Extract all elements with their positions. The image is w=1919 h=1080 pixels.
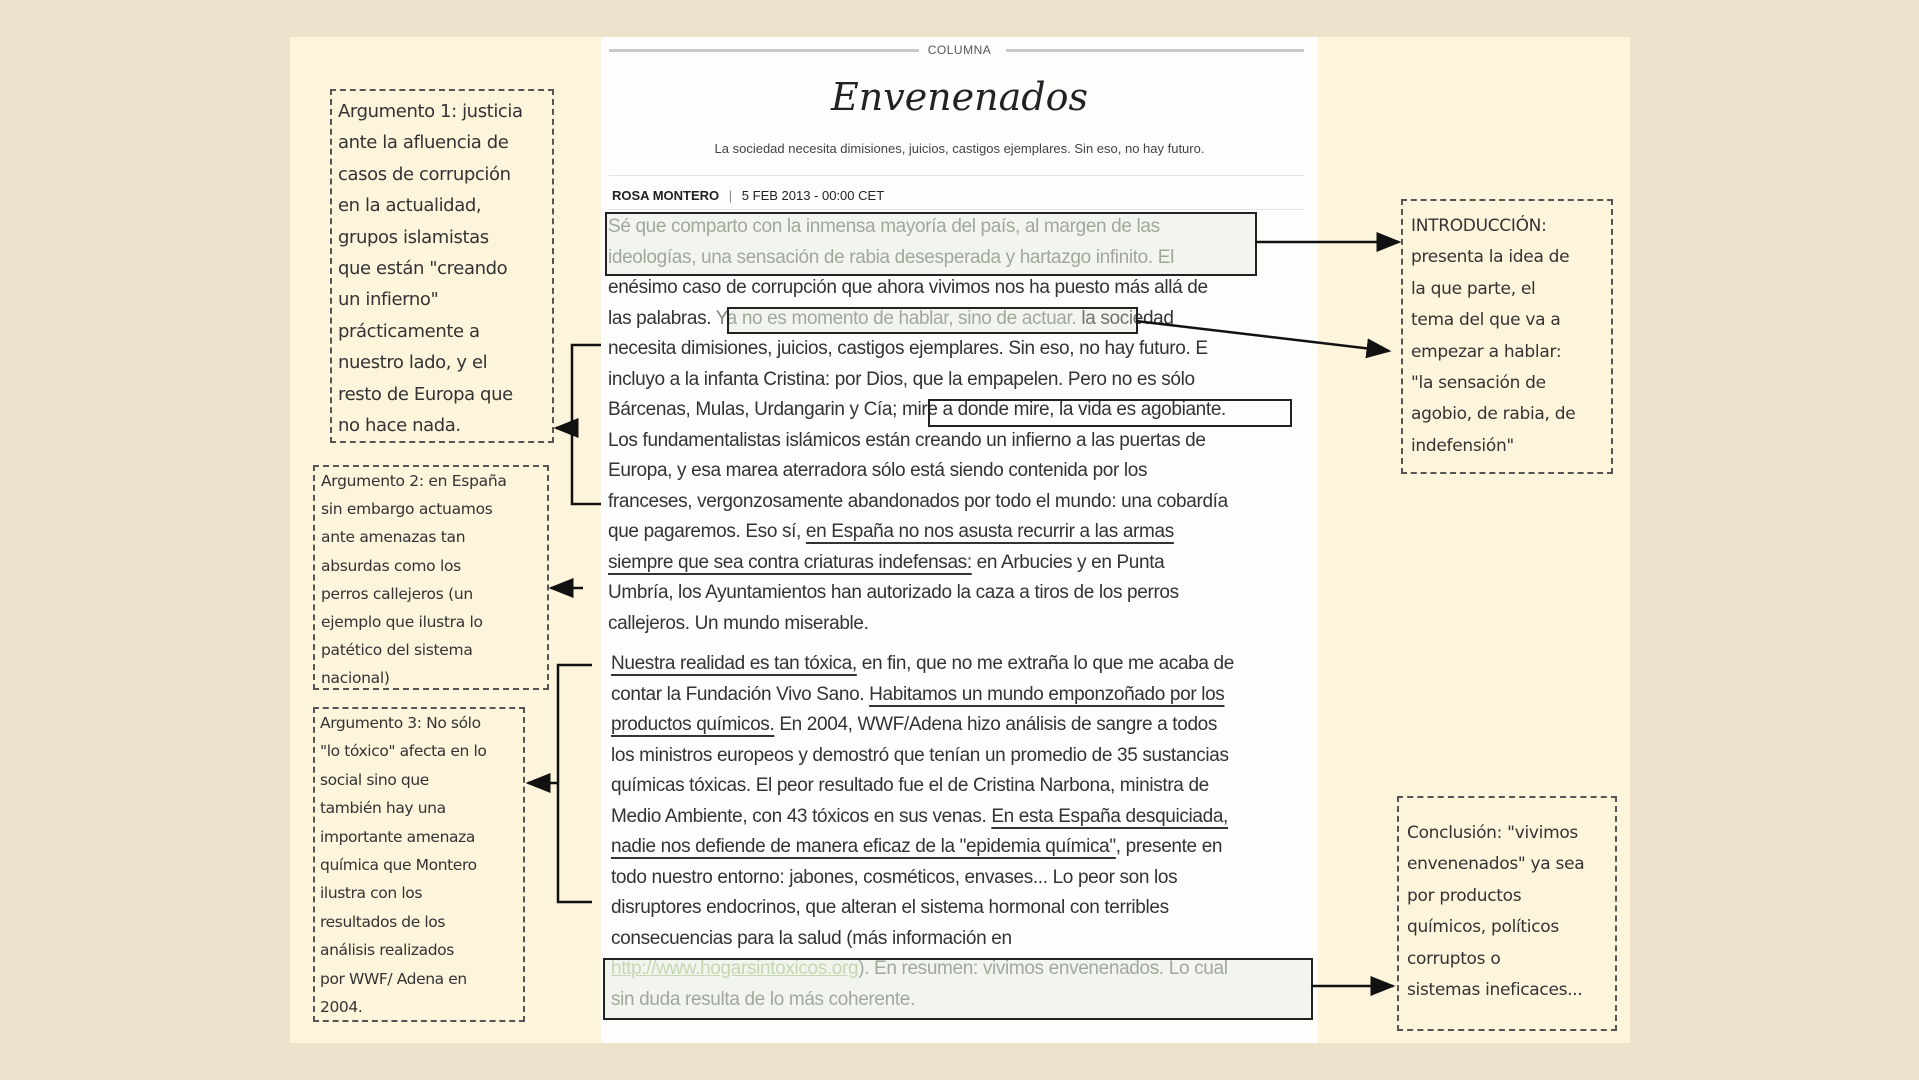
note-line: nacional)	[321, 669, 390, 688]
text-segment: Umbría, los Ayuntamientos han autorizado la caza a tiros de los perros	[608, 582, 1179, 603]
text-segment: consecuencias para la salud (más información en	[611, 927, 1012, 949]
text-segment: callejeros. Un mundo miserable.	[608, 612, 869, 634]
note-line: indefensión"	[1411, 435, 1514, 456]
article-title: Envenenados	[831, 75, 1088, 119]
text-segment: que pagaremos. Eso sí,	[608, 521, 806, 542]
underlined-phrase: Habitamos un mundo emponzoñado por los	[869, 683, 1225, 705]
underlined-phrase: nadie nos defiende de manera eficaz de la "epidemia química"	[611, 836, 1116, 857]
bracket-argumento-1	[572, 345, 601, 504]
note-line: un infierno"	[338, 289, 439, 311]
note-line: "la sensación de	[1411, 373, 1546, 394]
note-line: INTRODUCCIÓN:	[1411, 216, 1547, 236]
text-segment: mire a donde mire, la vida es agobiante.	[902, 399, 1226, 420]
note-line: envenenados" ya sea	[1407, 854, 1585, 875]
note-line: corruptos o	[1407, 948, 1501, 969]
publish-date: 5 FEB 2013 - 00:00 CET	[741, 188, 885, 203]
underlined-phrase: En esta España desquiciada,	[991, 805, 1228, 827]
note-line: grupos islamistas	[338, 226, 489, 248]
text-segment: ideologías, una sensación de rabia desesperada y hartazgo infinito. El	[608, 246, 1174, 268]
text-segment: franceses, vergonzosamente abandonados por todo el mundo: una cobardía	[608, 490, 1228, 512]
text-segment: necesita dimisiones, juicios, castigos ejemplares. Sin eso, no hay futuro. E	[608, 338, 1208, 359]
note-line: resultados de los	[320, 912, 446, 931]
text-segment: en Arbucies y en Punta	[971, 551, 1165, 573]
author[interactable]: ROSA MONTERO	[612, 188, 720, 203]
text-segment: en fin, que no me extraña lo que me acaba de	[856, 653, 1234, 674]
bracket-argumento-3	[558, 665, 592, 902]
text-segment: ). En resumen: vivimos envenenados. Lo cual	[858, 958, 1228, 979]
note-line: por productos	[1407, 885, 1522, 906]
source-link[interactable]: http://www.hogarsintoxicos.org	[611, 958, 859, 979]
note-line: social sino que	[320, 770, 429, 789]
article-subtitle: La sociedad necesita dimisiones, juicios, castigos ejemplares. Sin eso, no hay futuro.	[714, 141, 1205, 156]
note-line: la que parte, el	[1411, 278, 1536, 299]
text-segment: disruptores endocrinos, que alteran el sistema hormonal con terribles	[611, 897, 1169, 918]
text-segment: incluyo a la infanta Cristina: por Dios, que la empapelen. Pero no es sólo	[608, 368, 1195, 390]
note-line: Argumento 1: justicia	[338, 101, 523, 122]
note-line: prácticamente a	[338, 320, 480, 342]
text-segment: las palabras.	[608, 307, 716, 329]
text-segment: Europa, y esa marea aterradora sólo está siendo contenida por los	[608, 460, 1148, 481]
underlined-phrase: en España no nos asusta recurrir a las armas	[805, 521, 1174, 542]
note-line: en la actualidad,	[338, 195, 482, 217]
text-segment: Los fundamentalistas islámicos están creando un infierno a las puertas de	[608, 429, 1206, 451]
note-line: nuestro lado, y el	[338, 352, 488, 374]
note-line: por WWF/ Adena en	[320, 969, 467, 988]
text-segment: Bárcenas, Mulas, Urdangarin y Cía;	[608, 399, 902, 420]
note-line: "lo tóxico" afecta en lo	[320, 742, 487, 761]
note-line: Argumento 2: en España	[321, 472, 507, 490]
note-line: importante amenaza	[320, 827, 475, 846]
text-segment: Ya no es momento de hablar, sino de actuar.	[715, 307, 1077, 329]
note-line: ante amenazas tan	[321, 528, 466, 547]
text-segment: sin duda resulta de lo más coherente.	[611, 988, 915, 1010]
note-line: también hay una	[320, 799, 446, 818]
note-line: no hace nada.	[338, 415, 461, 437]
underlined-phrase: siempre que sea contra criaturas indefensas:	[608, 551, 972, 573]
text-segment: contar la Fundación Vivo Sano.	[611, 683, 870, 705]
byline: ROSA MONTERO | 5 FEB 2013 - 00:00 CET	[612, 188, 885, 203]
note-line: resto de Europa que	[338, 383, 513, 405]
text-segment: enésimo caso de corrupción que ahora vivimos nos ha puesto más allá de	[608, 277, 1208, 298]
text-segment: todo nuestro entorno: jabones, cosméticos, envases... Lo peor son los	[611, 866, 1178, 888]
note-line: sistemas ineficaces...	[1407, 980, 1583, 1001]
note-line: análisis realizados	[320, 941, 454, 960]
text-segment: En 2004, WWF/Adena hizo análisis de sangre a todos	[774, 714, 1218, 735]
note-line: casos de corrupción	[338, 163, 511, 185]
note-line: absurdas como los	[321, 556, 461, 575]
text-segment: los ministros europeos y demostró que tenían un promedio de 35 sustancias	[611, 744, 1229, 766]
note-line: química que Montero	[320, 856, 477, 875]
text-segment: , presente en	[1115, 836, 1223, 857]
underlined-phrase: Nuestra realidad es tan tóxica,	[611, 653, 857, 674]
note-line: ante la afluencia de	[338, 132, 509, 154]
note-line: tema del que va a	[1411, 310, 1561, 331]
note-line: patético del sistema	[321, 641, 473, 660]
note-line: Conclusión: "vivimos	[1407, 823, 1578, 843]
text-segment: químicas tóxicas. El peor resultado fue el de Cristina Narbona, ministra de	[611, 775, 1209, 796]
underlined-phrase: productos químicos.	[611, 714, 775, 735]
section-label: COLUMNA	[927, 43, 992, 57]
note-line: Argumento 3: No sólo	[320, 714, 481, 732]
note-line: 2004.	[320, 998, 363, 1017]
text-segment: Medio Ambiente, con 43 tóxicos en sus venas.	[611, 805, 992, 827]
note-line: agobio, de rabia, de	[1411, 404, 1576, 425]
note-line: químicos, políticos	[1407, 917, 1559, 938]
note-line: empezar a hablar:	[1411, 341, 1562, 362]
note-line: ilustra con los	[320, 884, 423, 903]
text-segment: Sé que comparto con la inmensa mayoría del país, al margen de las	[608, 216, 1160, 237]
note-line: presenta la idea de	[1411, 247, 1570, 268]
note-line: perros callejeros (un	[321, 584, 473, 603]
note-line: que están "creando	[338, 258, 508, 280]
text-segment: la sociedad	[1076, 307, 1174, 329]
note-line: ejemplo que ilustra lo	[321, 613, 483, 632]
note-line: sin embargo actuamos	[321, 500, 493, 519]
arrow-thesis	[1136, 321, 1389, 351]
